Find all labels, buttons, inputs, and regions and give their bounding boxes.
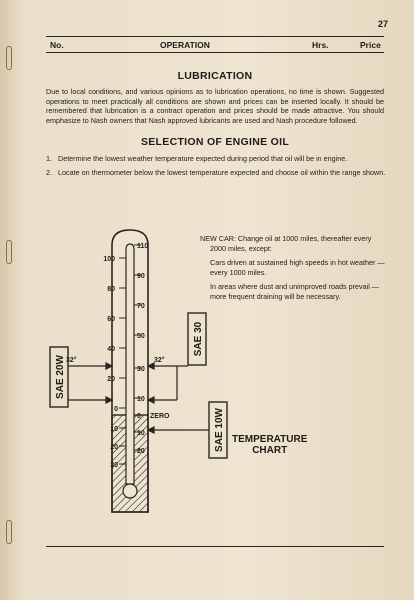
step-number: 2. [46,167,52,177]
scale-left-label: 0 [114,406,118,413]
chart-caption-line1: TEMPERATURE [232,434,308,445]
sae-20w-label: SAE 20W [55,355,66,399]
scale-left-label: 20 [107,376,115,383]
scale-right-label: 50 [137,333,145,340]
engine-oil-heading: SELECTION OF ENGINE OIL [140,136,290,148]
header-no: No. [50,40,64,50]
step-text: Locate on thermometer below the lowest temperature expected and choose oil within the range shown. [58,167,386,177]
lubrication-paragraph: Due to local conditions, and various opinions as to lubrication operations, no time is shown. Suggested operations to meet practically all conditions are shown and prices can be inserted locally. It should be remembered that lubrication is a contract operation and prices should be made attractive. You should emphasize to Nash owners that Nash approved lubricants are used and Nash procedure followed. [46,87,384,125]
page-number: 27 [377,19,388,29]
zero-label: ZERO [150,413,170,420]
footer-rule [46,546,384,547]
chart-caption-line2: CHART [252,445,288,456]
chart-caption [232,434,307,456]
step-text: Determine the lowest weather temperature expected during period that oil will be in engine. [58,154,348,163]
scale-right-label: 90 [137,273,145,280]
scale-left-label: 30 [110,462,118,469]
sae-10w-label: SAE 10W [214,408,225,452]
scale-left-label: 10 [110,426,118,433]
scale-right-label: 10 [137,396,145,403]
header-hrs: Hrs. [312,40,329,50]
header-operation: OPERATION [160,40,210,50]
scale-left-label: 40 [107,346,115,353]
lubrication-heading: LUBRICATION [177,70,253,82]
note-new-car: NEW CAR: Change oil at 1000 miles, thereafter every 2000 miles, except: [200,234,372,253]
note-dusty: In areas where dust and unimproved roads prevail — more frequent draining will be necessary. [210,282,379,301]
freezing-point-right: 32° [154,357,165,364]
scale-right-label: 110 [137,243,149,250]
step-number: 1. [46,154,52,163]
scale-right-label: 70 [137,303,145,310]
header-price: Price [360,40,381,50]
thermometer-tube [126,244,134,484]
scale-right-label: 20 [137,448,145,455]
thermometer-bulb [123,484,137,498]
scale-left-label: 60 [107,316,115,323]
scale-left-label: 20 [110,444,118,451]
scale-right-label: 30 [137,366,145,373]
scale-right-label: 10 [137,430,145,437]
scale-left-label: 80 [107,286,115,293]
sae-30-label: SAE 30 [193,321,204,357]
scale-right-label: 0 [137,413,141,420]
note-high-speed: Cars driven at sustained high speeds in hot weather — every 1000 miles. [210,258,385,277]
freezing-point-left: 32° [66,357,77,364]
scale-left-label: 100 [103,256,115,263]
